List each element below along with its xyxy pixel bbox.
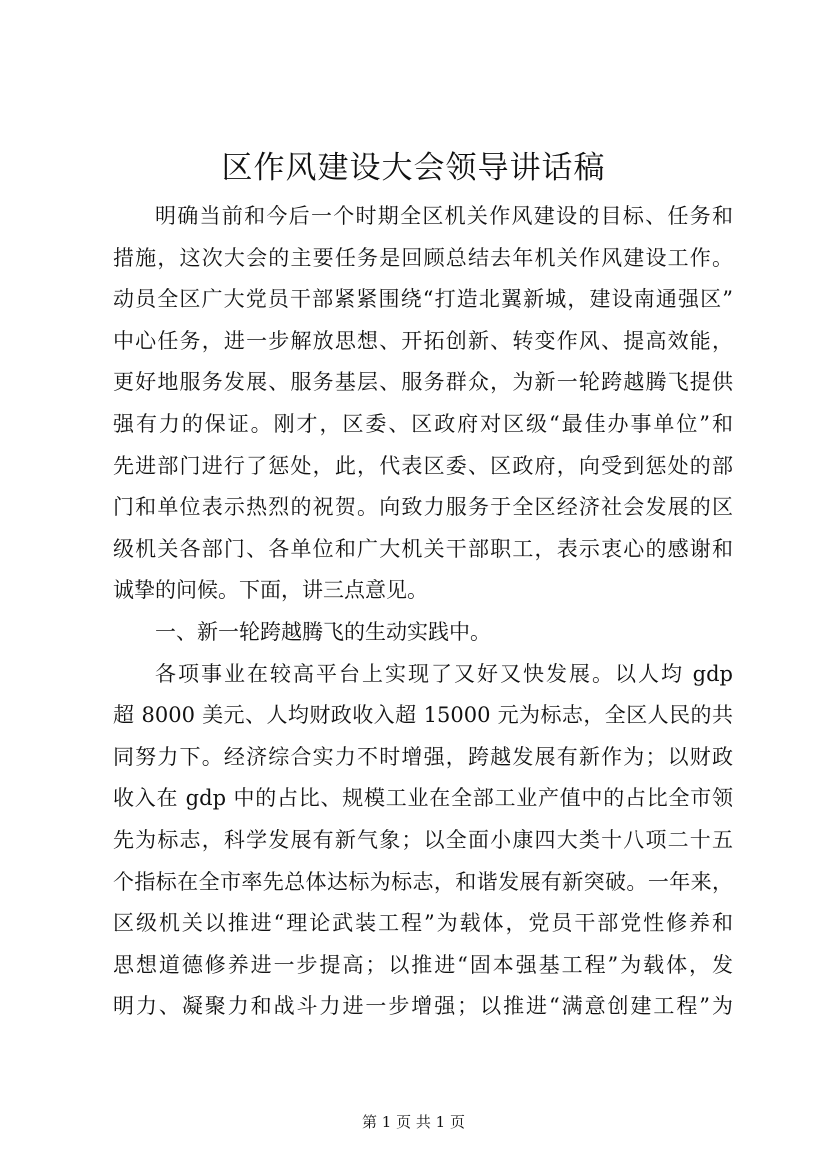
body-line: 级机关各部门、各单位和广大机关干部职工，表示衷心的感谢和: [113, 536, 733, 561]
body-line: 中心任务，进一步解放思想、开拓创新、转变作风、提高效能，: [113, 328, 733, 353]
body-line: 各项事业在较高平台上实现了又好又快发展。以人均 gdp: [155, 661, 733, 686]
page-footer: 第 1 页 共 1 页: [362, 1113, 465, 1131]
body-line: 动员全区广大党员干部紧紧围绕“打造北翼新城，建设南通强区”: [113, 287, 733, 312]
body-line: 收入在 gdp 中的占比、规模工业在全部工业产值中的占比全市领: [113, 786, 733, 811]
body-line: 更好地服务发展、服务基层、服务群众，为新一轮跨越腾飞提供: [113, 370, 733, 395]
body-line: 强有力的保证。刚才，区委、区政府对区级“最佳办事单位”和: [113, 411, 733, 436]
body-line: 先进部门进行了惩处，此，代表区委、区政府，向受到惩处的部: [113, 453, 733, 478]
body-line: 明力、凝聚力和战斗力进一步增强；以推进“满意创建工程”为: [113, 994, 733, 1019]
body-line: 措施，这次大会的主要任务是回顾总结去年机关作风建设工作。: [113, 245, 733, 270]
body-line: 超 8000 美元、人均财政收入超 15000 元为标志，全区人民的共: [113, 703, 733, 728]
body-line: 思想道德修养进一步提高；以推进“固本强基工程”为载体，发: [113, 952, 733, 977]
body-line: 门和单位表示热烈的祝贺。向致力服务于全区经济社会发展的区: [113, 495, 733, 520]
document-body: [113, 196, 733, 1028]
body-line: 诚挚的问候。下面，讲三点意见。: [113, 578, 428, 603]
document-title: 区作风建设大会领导讲话稿: [221, 150, 606, 186]
body-line: 区级机关以推进“理论武装工程”为载体，党员干部党性修养和: [113, 911, 733, 936]
body-line: 先为标志，科学发展有新气象；以全面小康四大类十八项二十五: [113, 827, 733, 852]
body-line: 同努力下。经济综合实力不时增强，跨越发展有新作为；以财政: [113, 744, 733, 769]
body-line: 明确当前和今后一个时期全区机关作风建设的目标、任务和: [155, 204, 733, 228]
body-line: 个指标在全市率先总体达标为标志，和谐发展有新突破。一年来，: [113, 869, 733, 894]
section-heading: 一、新一轮跨越腾飞的生动实践中。: [155, 619, 491, 644]
